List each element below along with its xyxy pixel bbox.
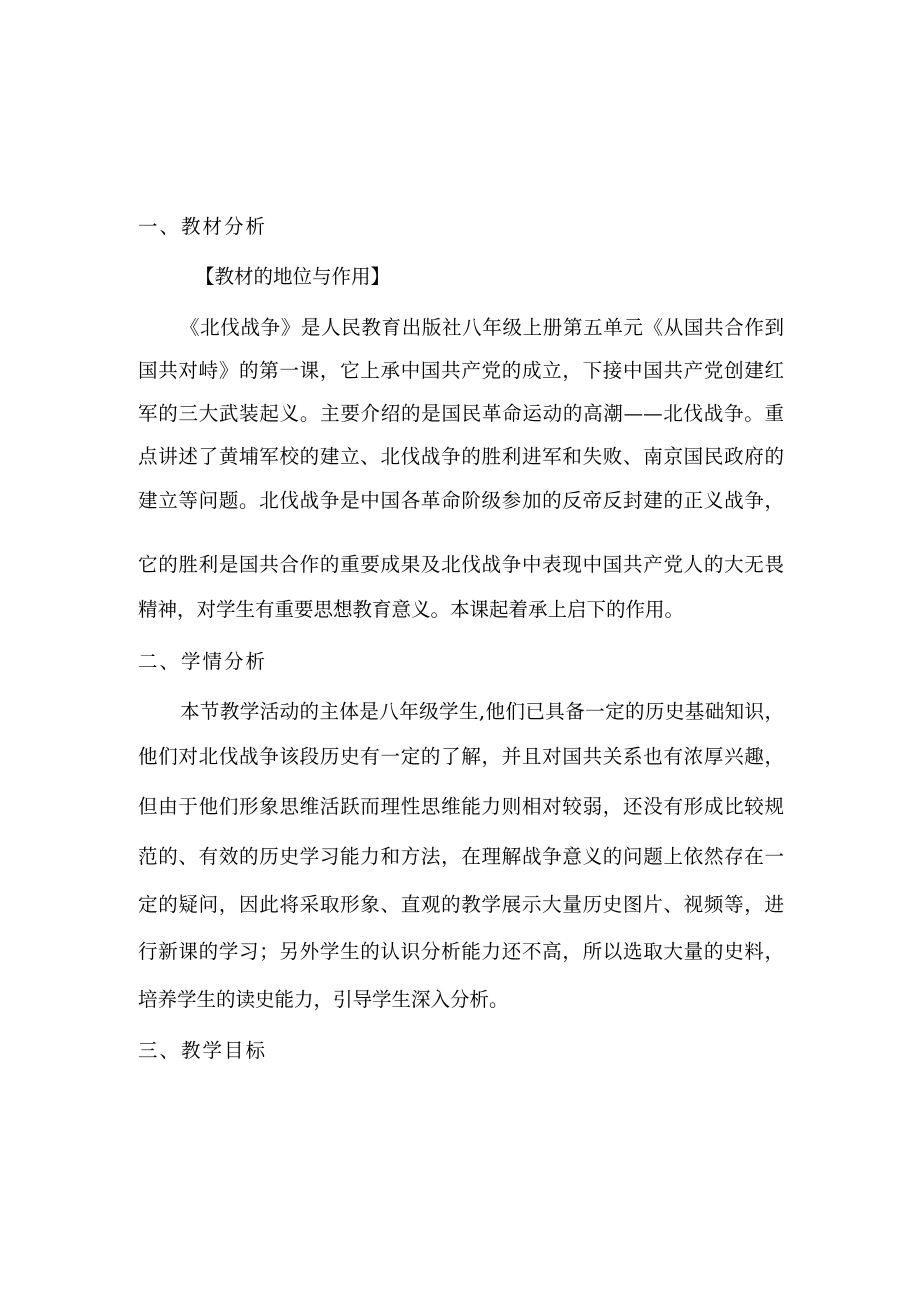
paragraph-line: 行新课的学习；另外学生的认识分析能力还不高，所以选取大量的史料， <box>138 940 784 963</box>
paragraph-line: 本节教学活动的主体是八年级学生,他们已具备一定的历史基础知识， <box>180 700 784 723</box>
section-heading-teaching-objectives: 三、教学目标 <box>138 1039 268 1062</box>
paragraph-line: 建立等问题。北伐战争是中国各革命阶级参加的反帝反封建的正义战争， <box>138 489 784 512</box>
subheading-textbook-role: 【教材的地位与作用】 <box>195 265 391 288</box>
paragraph-line: 它的胜利是国共合作的重要成果及北伐战争中表现中国共产党人的大无畏 <box>138 553 784 576</box>
paragraph-line: 《北伐战争》是人民教育出版社八年级上册第五单元《从国共合作到 <box>180 316 784 339</box>
paragraph-line: 精神，对学生有重要思想教育意义。本课起着承上启下的作用。 <box>138 598 685 621</box>
section-heading-learner-analysis: 二、学情分析 <box>138 650 268 673</box>
paragraph-line: 但由于他们形象思维活跃而理性思维能力则相对较弱，还没有形成比较规 <box>138 795 784 818</box>
paragraph-line: 军的三大武装起义。主要介绍的是国民革命运动的高潮——北伐战争。重 <box>138 402 784 425</box>
paragraph-line: 定的疑问，因此将采取形象、直观的教学展示大量历史图片、视频等，进 <box>138 893 784 916</box>
paragraph-line: 他们对北伐战争该段历史有一定的了解，并且对国共关系也有浓厚兴趣， <box>138 745 784 768</box>
paragraph-line: 培养学生的读史能力，引导学生深入分析。 <box>138 988 509 1011</box>
section-heading-textbook-analysis: 一、教材分析 <box>138 215 268 238</box>
paragraph-line: 点讲述了黄埔军校的建立、北伐战争的胜利进军和失败、南京国民政府的 <box>138 445 784 468</box>
paragraph-line: 范的、有效的历史学习能力和方法，在理解战争意义的问题上依然存在一 <box>138 845 784 868</box>
paragraph-line: 国共对峙》的第一课，它上承中国共产党的成立，下接中国共产党创建红 <box>138 359 784 382</box>
